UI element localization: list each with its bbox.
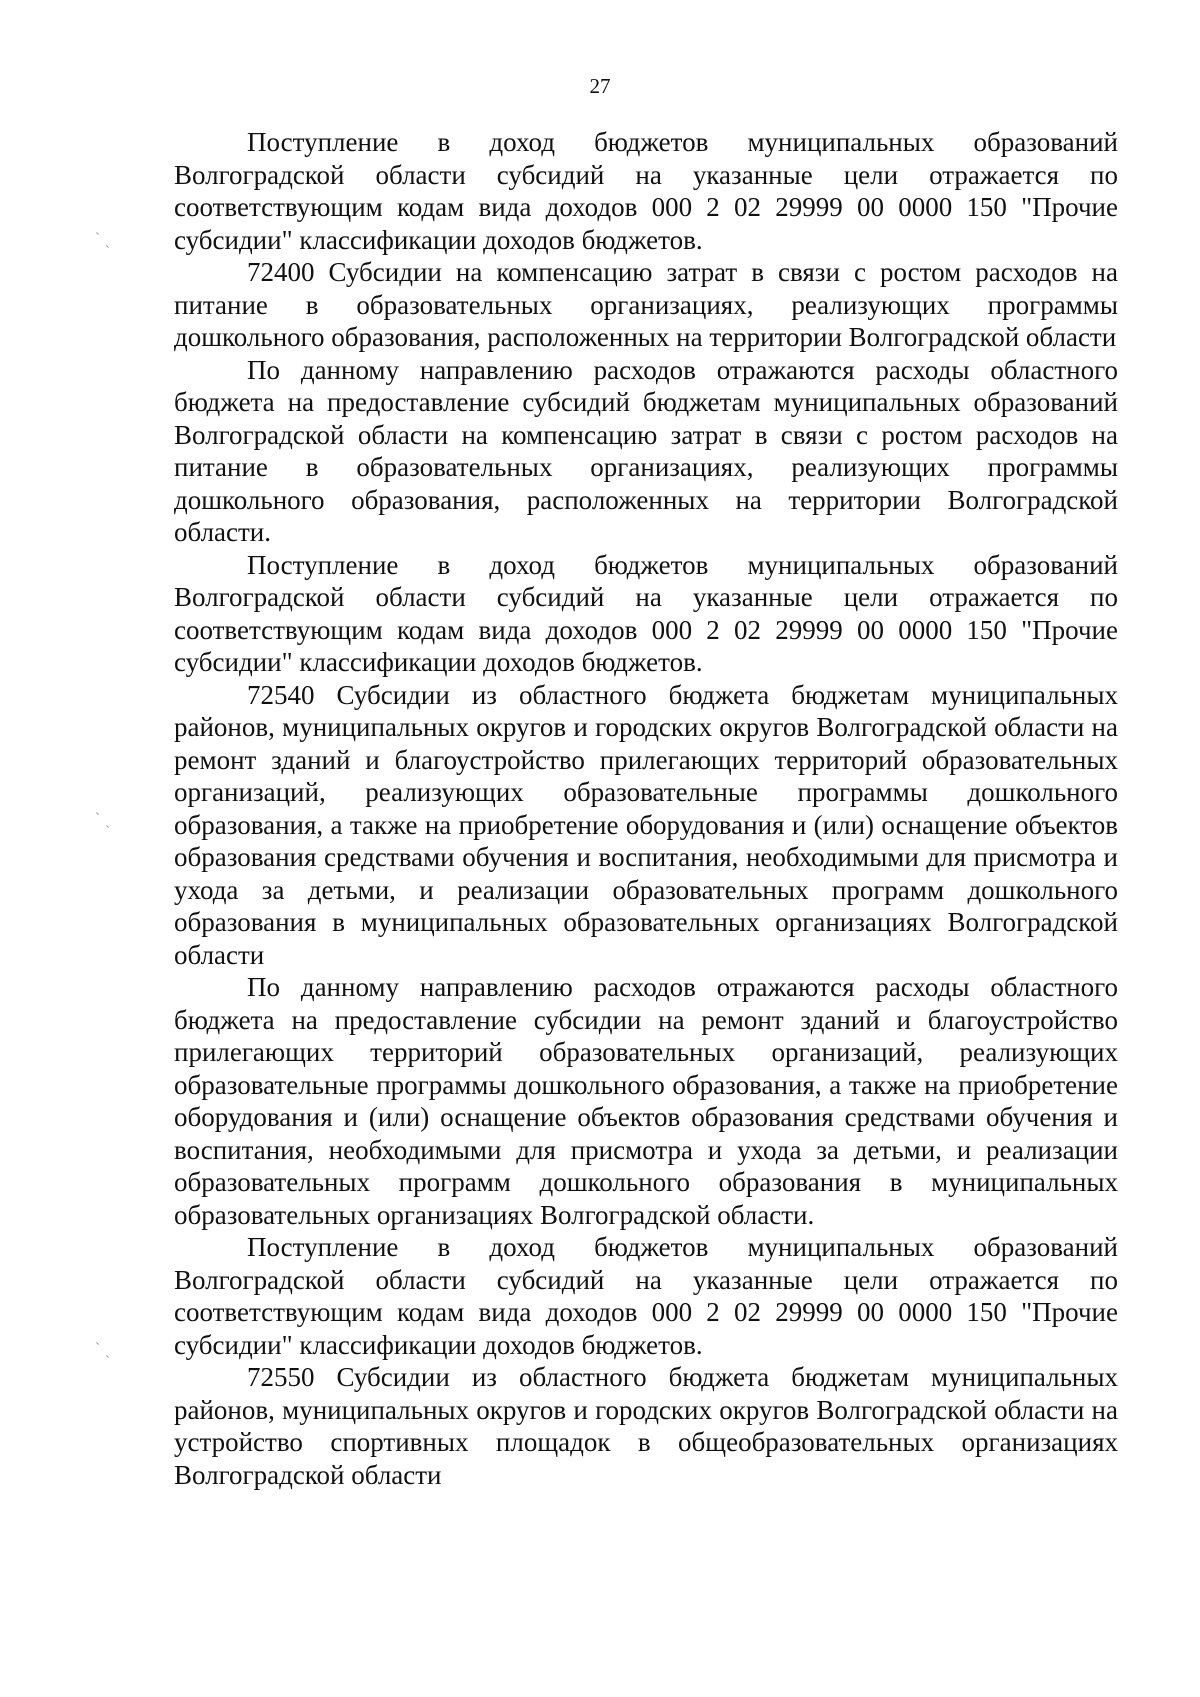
paragraph-revenue-note-1: Поступление в доход бюджетов муниципальных образований Волгоградской области субсидий на указанные цели отражается по соответствующим кодам вида доходов 000 2 02 29999 00 0000 150 "Прочие субсидии" классификации доходов бюджетов. [174, 127, 1118, 255]
paragraph-72540-heading: 72540 Субсидии из областного бюджета бюджетам муниципальных районов, муниципальных округов и городских округов Волгоградской области на ремонт зданий и благоустройство прилегающих территорий образовательных организаций, реализующих образовательные программы дошкольного образования, а также на приобретение оборудования и (или) оснащение объектов образования средствами обучения и воспитания, необходимыми для присмотра и ухода за детьми, и реализации образовательных программ дошкольного образования в муниципальных образовательных организациях Волгоградской области [174, 679, 1118, 970]
paragraph-revenue-note-3: Поступление в доход бюджетов муниципальных образований Волгоградской области субсидий на указанные цели отражается по соответствующим кодам вида доходов 000 2 02 29999 00 0000 150 "Прочие субсидии" классификации доходов бюджетов. [174, 1232, 1118, 1360]
paragraph-72550-heading: 72550 Субсидии из областного бюджета бюджетам муниципальных районов, муниципальных округов и городских округов Волгоградской области на устройство спортивных площадок в общеобразовательных организациях Волгоградской области [174, 1362, 1118, 1490]
scan-speck [96, 1342, 99, 1345]
document-body [174, 126, 1118, 1491]
paragraph-72400-heading: 72400 Субсидии на компенсацию затрат в связи с ростом расходов на питание в образовательных организациях, реализующих программы дошкольного образования, расположенных на территории Волгоградской области [174, 257, 1118, 352]
paragraph-72540-description: По данному направлению расходов отражаются расходы областного бюджета на предоставление субсидии на ремонт зданий и благоустройство прилегающих территорий образовательных организаций, реализующих образовательные программы дошкольного образования, а также на приобретение оборудования и (или) оснащение объектов образования средствами обучения и воспитания, необходимыми для присмотра и ухода за детьми, и реализации образовательных программ дошкольного образования в муниципальных образовательных организациях Волгоградской области. [174, 972, 1118, 1230]
scan-speck [106, 245, 109, 248]
scan-speck [106, 825, 109, 828]
scan-speck [96, 232, 99, 235]
paragraph-72400-description: По данному направлению расходов отражаются расходы областного бюджета на предоставление субсидий бюджетам муниципальных образований Волгоградской области на компенсацию затрат в связи с ростом расходов на питание в образовательных организациях, реализующих программы дошкольного образования, расположенных на территории Волгоградской области. [174, 354, 1118, 547]
scan-speck [106, 1355, 109, 1358]
page-number: 27 [589, 74, 611, 98]
scan-speck [96, 812, 99, 815]
paragraph-revenue-note-2: Поступление в доход бюджетов муниципальных образований Волгоградской области субсидий на указанные цели отражается по соответствующим кодам вида доходов 000 2 02 29999 00 0000 150 "Прочие субсидии" классификации доходов бюджетов. [174, 549, 1118, 677]
